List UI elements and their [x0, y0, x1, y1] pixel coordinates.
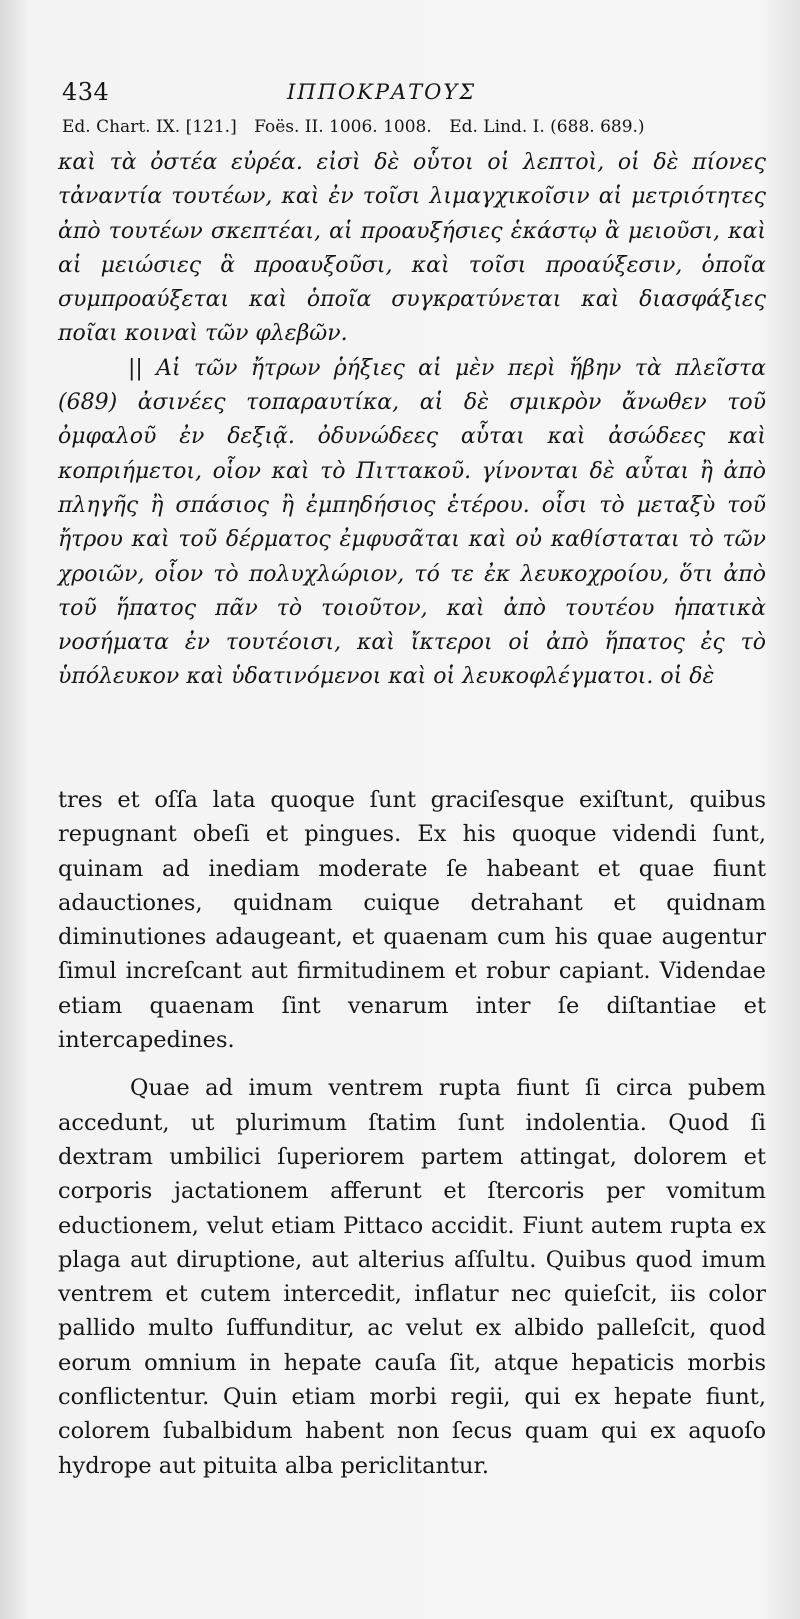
greek-paragraph-1: καὶ τὰ ὀστέα εὐρέα. εἰσὶ δὲ οὗτοι οἱ λεπτοὶ, οἱ δὲ πίονες τἀναντία τουτέων, καὶ ἐν τοῖσι λιμαγχικοῖσιν αἱ μετριότητες ἀπὸ τουτέων σκεπτέαι, αἱ προαυξήσιες ἑκάστῳ ἃ μειοῦσι, καὶ αἱ μειώσιες ἃ προαυξοῦσι, καὶ τοῖσι προαύξεσιν, ὁποῖα συμπροαύξεται καὶ ὁποῖα συγκρατύνεται καὶ διασφάξιες ποῖαι κοιναὶ τῶν φλεβῶν.	[58, 150, 766, 347]
edition-references	[62, 117, 762, 137]
greek-paragraph-2-text: Αἱ τῶν ἤτρων ῥήξιες αἱ μὲν περὶ ἥβην τὰ πλεῖστα (689) ἀσινέες τοπαραυτίκα, αἱ δὲ σμικρὸν ἄνωθεν τοῦ ὀμφαλοῦ ἐν δεξιᾷ. ὀδυνώδεες αὗται καὶ ἀσώδεες καὶ κοπριήμετοι, οἷον καὶ τὸ Πιττακοῦ. γίνονται δὲ αὗται ἢ ἀπὸ πληγῆς ἢ σπάσιος ἢ ἐμπηδήσιος ἑτέρου. οἷσι τὸ μεταξὺ τοῦ ἤτρου καὶ τοῦ δέρματος ἐμφυσᾶται καὶ οὐ καθίσταται τὸ τῶν χροιῶν, οἷον τὸ πολυχλώριον, τό τε ἐκ λευκοχροίου, ὅτι ἀπὸ τοῦ ἥπατος πᾶν τὸ τοιοῦτον, καὶ ἀπὸ τουτέου ἡπατικὰ νοσήματα ἐν τουτέοισι, καὶ ἴκτεροι οἱ ἀπὸ ἥπατος ἐς τὸ ὑπόλευκον καὶ ὑδατινόμενοι καὶ οἱ λευκοφλέγματοι. οἱ δὲ	[58, 355, 766, 690]
latin-text-block	[58, 783, 766, 1483]
page-number: 434	[62, 78, 110, 106]
edition-foes-ref: Foës. II. 1006. 1008.	[254, 117, 432, 137]
page-header	[62, 74, 742, 108]
greek-text-block	[58, 146, 766, 695]
running-title: ΙΠΠΟΚΡΑΤΟΥΣ	[287, 80, 477, 104]
greek-paragraph-2	[58, 352, 766, 695]
latin-paragraph-1: tres et oſſa lata quoque ſunt graciſesque exiſtunt, quibus repugnant obeſi et pingues. Ex his quoque videndi ſunt, quinam ad inediam moderate ſe habeant et quae fiunt adauctiones, quidnam cuique detrahant et quidnam diminutiones adaugeant, et quaenam cum his quae augentur ſimul increſcant aut firmitudinem et robur capiant. Videndae etiam quaenam ſint venarum inter ſe diſtantiae et intercapedines.	[58, 787, 766, 1054]
edition-lind-ref: Ed. Lind. I. (688. 689.)	[449, 117, 645, 137]
section-marker: ||	[128, 355, 143, 381]
latin-paragraph-2: Quae ad imum ventrem rupta fiunt ſi circa pubem accedunt, ut plurimum ſtatim ſunt indolentia. Quod ſi dextram umbilici ſuperiorem partem attingat, dolorem et corporis jactationem afferunt et ſtercoris per vomitum eductionem, velut etiam Pittaco accidit. Fiunt autem rupta ex plaga aut diruptione, aut alterius aſſultu. Quibus quod imum ventrem et cutem intercedit, inflatur nec quieſcit, iis color pallido multo ſuffunditur, ac velut ex albido palleſcit, quod eorum omnium in hepate cauſa ſit, atque hepaticis morbis conflictentur. Quin etiam morbi regii, qui ex hepate fiunt, colorem ſubalbidum habent non ſecus quam qui ex aquoſo hydrope aut pituita alba periclitantur.	[58, 1075, 766, 1479]
edition-chart-ref: Ed. Chart. IX. [121.]	[62, 117, 237, 137]
